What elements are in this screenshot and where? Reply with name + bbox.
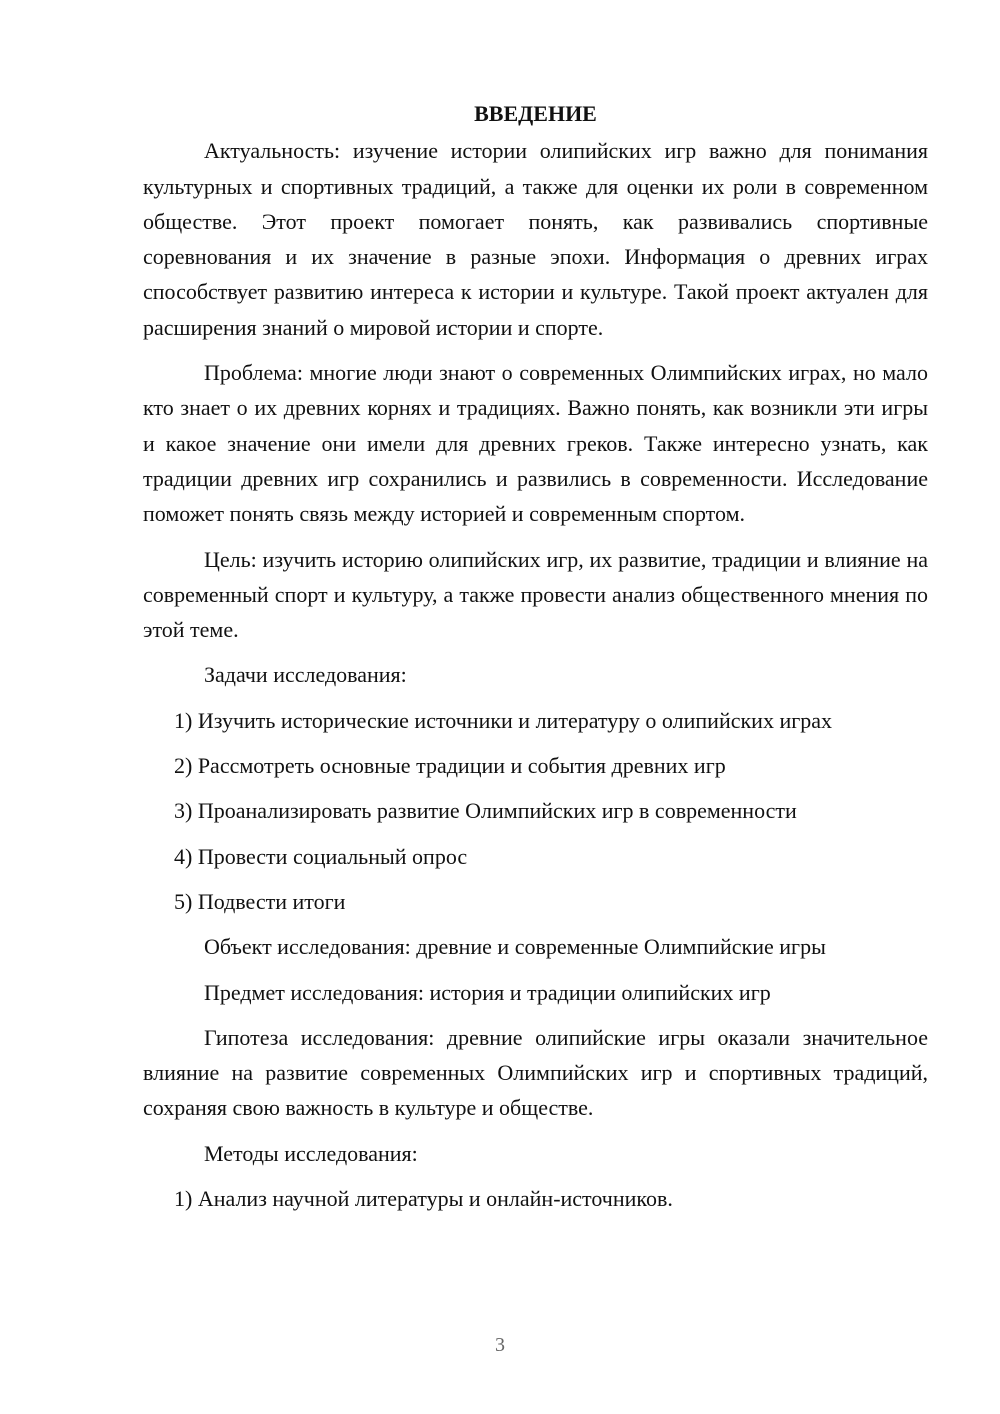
research-object: Объект исследования: древние и современные Олимпийские игры bbox=[204, 934, 826, 960]
hypothesis-paragraph: Гипотеза исследования: древние олипийские игры оказали значительное влияние на развитие современных Олимпийских игр и спортивных традиций, сохраняя свою важность в культуре и обществе. bbox=[143, 1024, 928, 1121]
methods-heading: Методы исследования: bbox=[204, 1140, 418, 1166]
page-number: 3 bbox=[495, 1334, 505, 1356]
task-item-2: 2) Рассмотреть основные традиции и события древних игр bbox=[174, 753, 726, 779]
goal-paragraph: Цель: изучить историю олипийских игр, их развитие, традиции и влияние на современный спорт и культуру, а также провести анализ общественного мнения по этой теме. bbox=[143, 546, 928, 643]
relevance-paragraph: Актуальность: изучение истории олипийских игр важно для понимания культурных и спортивных традиций, а также для оценки их роли в современном обществе. Этот проект помогает понять, как развивались спортивные соревнования и их значение в разные эпохи. Информация о древних играх способствует развитию интереса к истории и культуре. Такой проект актуален для расширения знаний о мировой истории и спорте. bbox=[143, 138, 928, 340]
tasks-heading: Задачи исследования: bbox=[204, 662, 407, 688]
task-item-5: 5) Подвести итоги bbox=[174, 888, 346, 914]
problem-paragraph: Проблема: многие люди знают о современных Олимпийских играх, но мало кто знает о их древних корнях и традициях. Важно понять, как возникли эти игры и какое значение они имели для древних греков. Также интересно узнать, как традиции древних игр сохранились и развились в современности. Исследование поможет понять связь между историей и современным спортом. bbox=[143, 360, 928, 527]
page-content bbox=[143, 96, 928, 1226]
task-item-3: 3) Проанализировать развитие Олимпийских игр в современности bbox=[174, 798, 797, 824]
method-item-1: 1) Анализ научной литературы и онлайн-источников. bbox=[174, 1186, 673, 1212]
section-title: ВВЕДЕНИЕ bbox=[474, 101, 597, 126]
task-item-4: 4) Провести социальный опрос bbox=[174, 843, 468, 869]
task-item-1: 1) Изучить исторические источники и литературу о олипийских играх bbox=[174, 707, 833, 733]
research-subject: Предмет исследования: история и традиции олипийских игр bbox=[204, 979, 771, 1005]
